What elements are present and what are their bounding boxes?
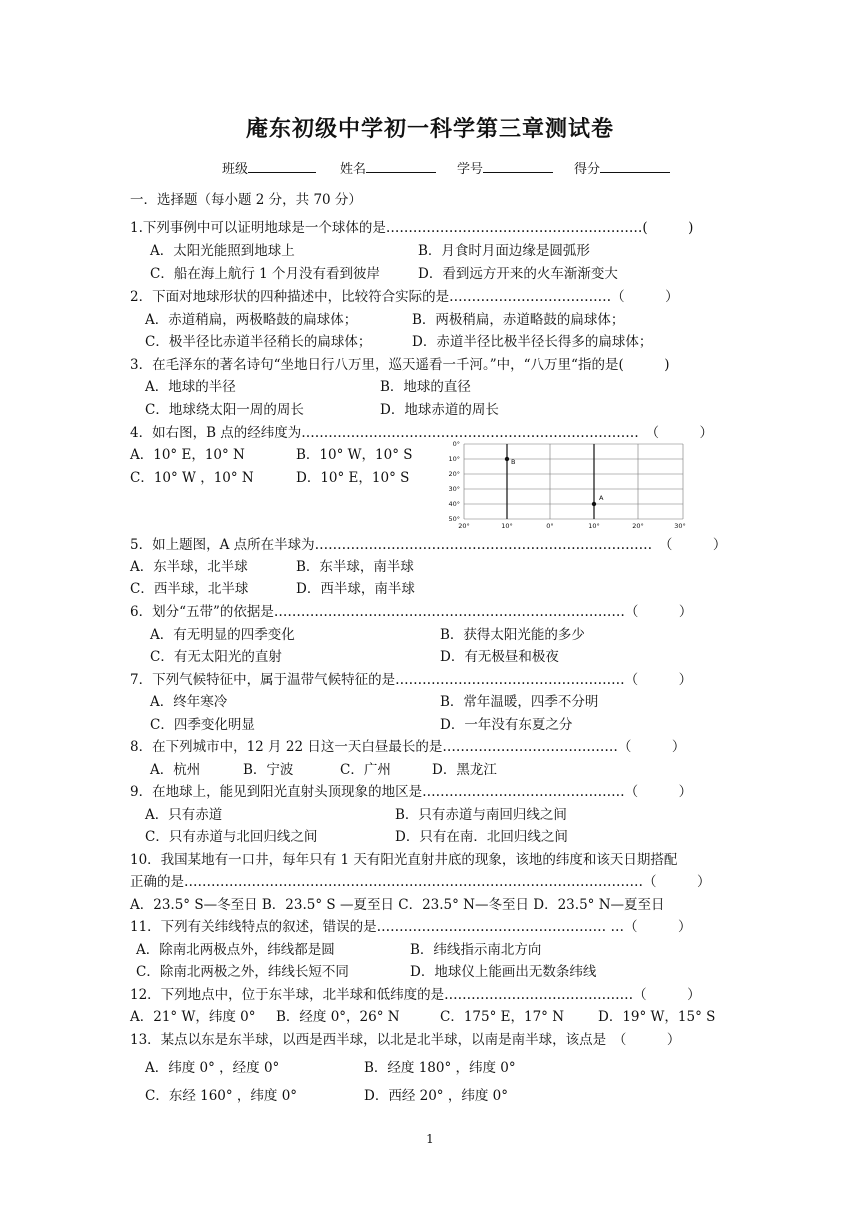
- id-blank: [483, 160, 553, 173]
- q8-stem: 8．在下列城市中，12 月 22 日这一天白昼最长的是…………………………………（ ）: [130, 739, 686, 755]
- class-blank: [248, 160, 316, 173]
- q4-option-a: A．10° E，10° N: [130, 447, 245, 463]
- grid-y-label: 40°: [448, 500, 460, 508]
- q8-option-d: D．黑龙江: [432, 762, 497, 778]
- q9-option-d: D．只有在南．北回归线之间: [395, 829, 568, 845]
- q2-option-d: D．赤道半径比极半径长得多的扁球体；: [412, 334, 653, 350]
- name-label: 姓名: [340, 162, 367, 177]
- q6-option-b: B．获得太阳光能的多少: [440, 627, 585, 643]
- q1-option-a: A．太阳光能照到地球上: [150, 243, 295, 259]
- q4-stem: 4．如右图，B 点的经纬度为………………………………………………………………… （ ）: [130, 425, 714, 441]
- q7-stem: 7．下列气候特征中，属于温带气候特征的是……………………………………………（ ）: [130, 672, 693, 688]
- q5-option-b: B．东半球，南半球: [296, 559, 414, 575]
- q5-option-d: D．西半球，南半球: [296, 581, 415, 597]
- q4-option-b: B．10° W，10° S: [296, 447, 413, 463]
- q7-option-a: A．终年寒冷: [150, 694, 228, 710]
- q7-option-b: B．常年温暖，四季不分明: [440, 694, 599, 710]
- q5-option-a: A．东半球，北半球: [130, 559, 248, 575]
- name-blank: [366, 160, 436, 173]
- q1-stem: 1.下列事例中可以证明地球是一个球体的是…………………………………………………( ): [130, 220, 694, 236]
- q13-stem: 13．某点以东是东半球，以西是西半球，以北是北半球，以南是南半球，该点是 （ ）: [130, 1032, 681, 1048]
- point-b-marker: [505, 457, 509, 461]
- q3-option-d: D．地球赤道的周长: [380, 402, 499, 418]
- q2-option-b: B．两极稍扁，赤道略鼓的扁球体；: [412, 312, 625, 328]
- page-number: 1: [426, 1132, 434, 1146]
- q3-option-c: C．地球绕太阳一周的周长: [145, 402, 304, 418]
- q9-option-a: A．只有赤道: [145, 807, 223, 823]
- id-label: 学号: [457, 162, 484, 177]
- q4-option-d: D．10° E，10° S: [296, 470, 410, 486]
- grid-y-label: 10°: [448, 455, 460, 463]
- q12-option-b: B．经度 0°，26° N: [276, 1009, 400, 1025]
- q8-option-c: C．广州: [340, 762, 391, 778]
- q1-option-b: B．月食时月面边缘是圆弧形: [418, 243, 590, 259]
- class-label: 班级: [222, 162, 249, 177]
- point-a-label: A: [599, 494, 604, 502]
- score-blank: [600, 160, 670, 173]
- q6-option-d: D．有无极昼和极夜: [440, 649, 559, 665]
- q13-option-a: A．纬度 0° ，经度 0°: [145, 1060, 280, 1076]
- q11-option-a: A．除南北两极点外，纬线都是圆: [136, 942, 335, 958]
- grid-y-label: 50°: [448, 515, 460, 523]
- q4-option-c: C．10° W ，10° N: [130, 470, 254, 486]
- grid-x-label: 20°: [458, 522, 470, 530]
- grid-x-label: 0°: [546, 522, 554, 530]
- grid-x-label: 10°: [501, 522, 513, 530]
- q5-option-c: C．西半球，北半球: [130, 581, 249, 597]
- grid-x-label: 10°: [588, 522, 600, 530]
- grid-x-label: 30°: [674, 522, 686, 530]
- q7-option-c: C．四季变化明显: [150, 717, 255, 733]
- q8-option-b: B．宁波: [243, 762, 294, 778]
- q7-option-d: D．一年没有东夏之分: [440, 717, 573, 733]
- grid-lines: [464, 444, 683, 519]
- page-title: 庵东初级中学初一科学第三章测试卷: [245, 116, 614, 142]
- score-field: [574, 158, 670, 177]
- grid-x-label: 20°: [632, 522, 644, 530]
- q9-option-c: C．只有赤道与北回归线之间: [145, 829, 318, 845]
- q6-option-c: C．有无太阳光的直射: [150, 649, 282, 665]
- point-b-label: B: [511, 458, 516, 466]
- id-field: [457, 158, 553, 177]
- q2-option-a: A．赤道稍扁，两极略鼓的扁球体；: [145, 312, 358, 328]
- q2-option-c: C．极半径比赤道半径稍长的扁球体；: [145, 334, 372, 350]
- q10-stem-line2: 正确的是…………………………………………………………………………………………（ ）: [130, 874, 711, 890]
- q9-stem: 9．在地球上，能见到阳光直射头顶现象的地区是………………………………………（ ）: [130, 784, 693, 800]
- q10-options: A．23.5° S—冬至日 B．23.5° S —夏至日 C．23.5° N—冬至日 D．23.5° N—夏至日: [130, 897, 665, 913]
- section-heading: 一．选择题（每小题 2 分，共 70 分）: [130, 192, 362, 208]
- q3-option-b: B．地球的直径: [380, 379, 471, 395]
- name-field: [340, 158, 436, 177]
- q11-stem: 11．下列有关纬线特点的叙述，错误的是…………………………………………… …（ ）: [130, 919, 692, 935]
- q6-stem: 6．划分“五带”的依据是……………………………………………………………………（ ）: [130, 604, 693, 620]
- point-a-marker: [592, 502, 596, 506]
- q1-option-c: C．船在海上航行 1 个月没有看到彼岸: [150, 266, 381, 282]
- q11-option-d: D．地球仪上能画出无数条纬线: [410, 964, 597, 980]
- q2-stem: 2．下面对地球形状的四种描述中，比较符合实际的是………………………………（ ）: [130, 289, 679, 305]
- q1-option-d: D．看到远方开来的火车渐渐变大: [418, 266, 618, 282]
- q11-option-c: C．除南北两极之外，纬线长短不同: [136, 964, 349, 980]
- grid-y-label: 20°: [448, 470, 460, 478]
- q13-option-b: B．经度 180° ，纬度 0°: [364, 1060, 516, 1076]
- q12-option-c: C．175° E，17° N: [440, 1009, 565, 1025]
- q11-option-b: B．纬线指示南北方向: [410, 942, 542, 958]
- score-label: 得分: [574, 162, 601, 177]
- q3-stem: 3．在毛泽东的著名诗句“坐地日行八万里，巡天遥看一千河。”中，“八万里“指的是( ): [130, 357, 670, 373]
- class-field: [222, 158, 316, 177]
- grid-y-label: 0°: [452, 440, 460, 448]
- q12-stem: 12．下列地点中，位于东半球，北半球和低纬度的是……………………………………（ ）: [130, 987, 701, 1003]
- q8-option-a: A．杭州: [150, 762, 201, 778]
- grid-y-label: 30°: [448, 485, 460, 493]
- q13-option-c: C．东经 160° ，纬度 0°: [145, 1088, 298, 1104]
- q6-option-a: A．有无明显的四季变化: [150, 627, 295, 643]
- lat-long-grid-figure: [440, 436, 690, 530]
- q5-stem: 5．如上题图，A 点所在半球为………………………………………………………………… （ ）: [130, 537, 727, 553]
- q13-option-d: D．西经 20° ，纬度 0°: [364, 1088, 508, 1104]
- q12-option-d: D．19° W，15° S: [598, 1009, 716, 1025]
- q12-option-a: A．21° W，纬度 0°: [130, 1009, 256, 1025]
- q9-option-b: B．只有赤道与南回归线之间: [395, 807, 567, 823]
- q10-stem-line1: 10．我国某地有一口井，每年只有 1 天有阳光直射井底的现象，该地的纬度和该天日期搭配: [130, 852, 678, 868]
- q3-option-a: A．地球的半径: [145, 379, 236, 395]
